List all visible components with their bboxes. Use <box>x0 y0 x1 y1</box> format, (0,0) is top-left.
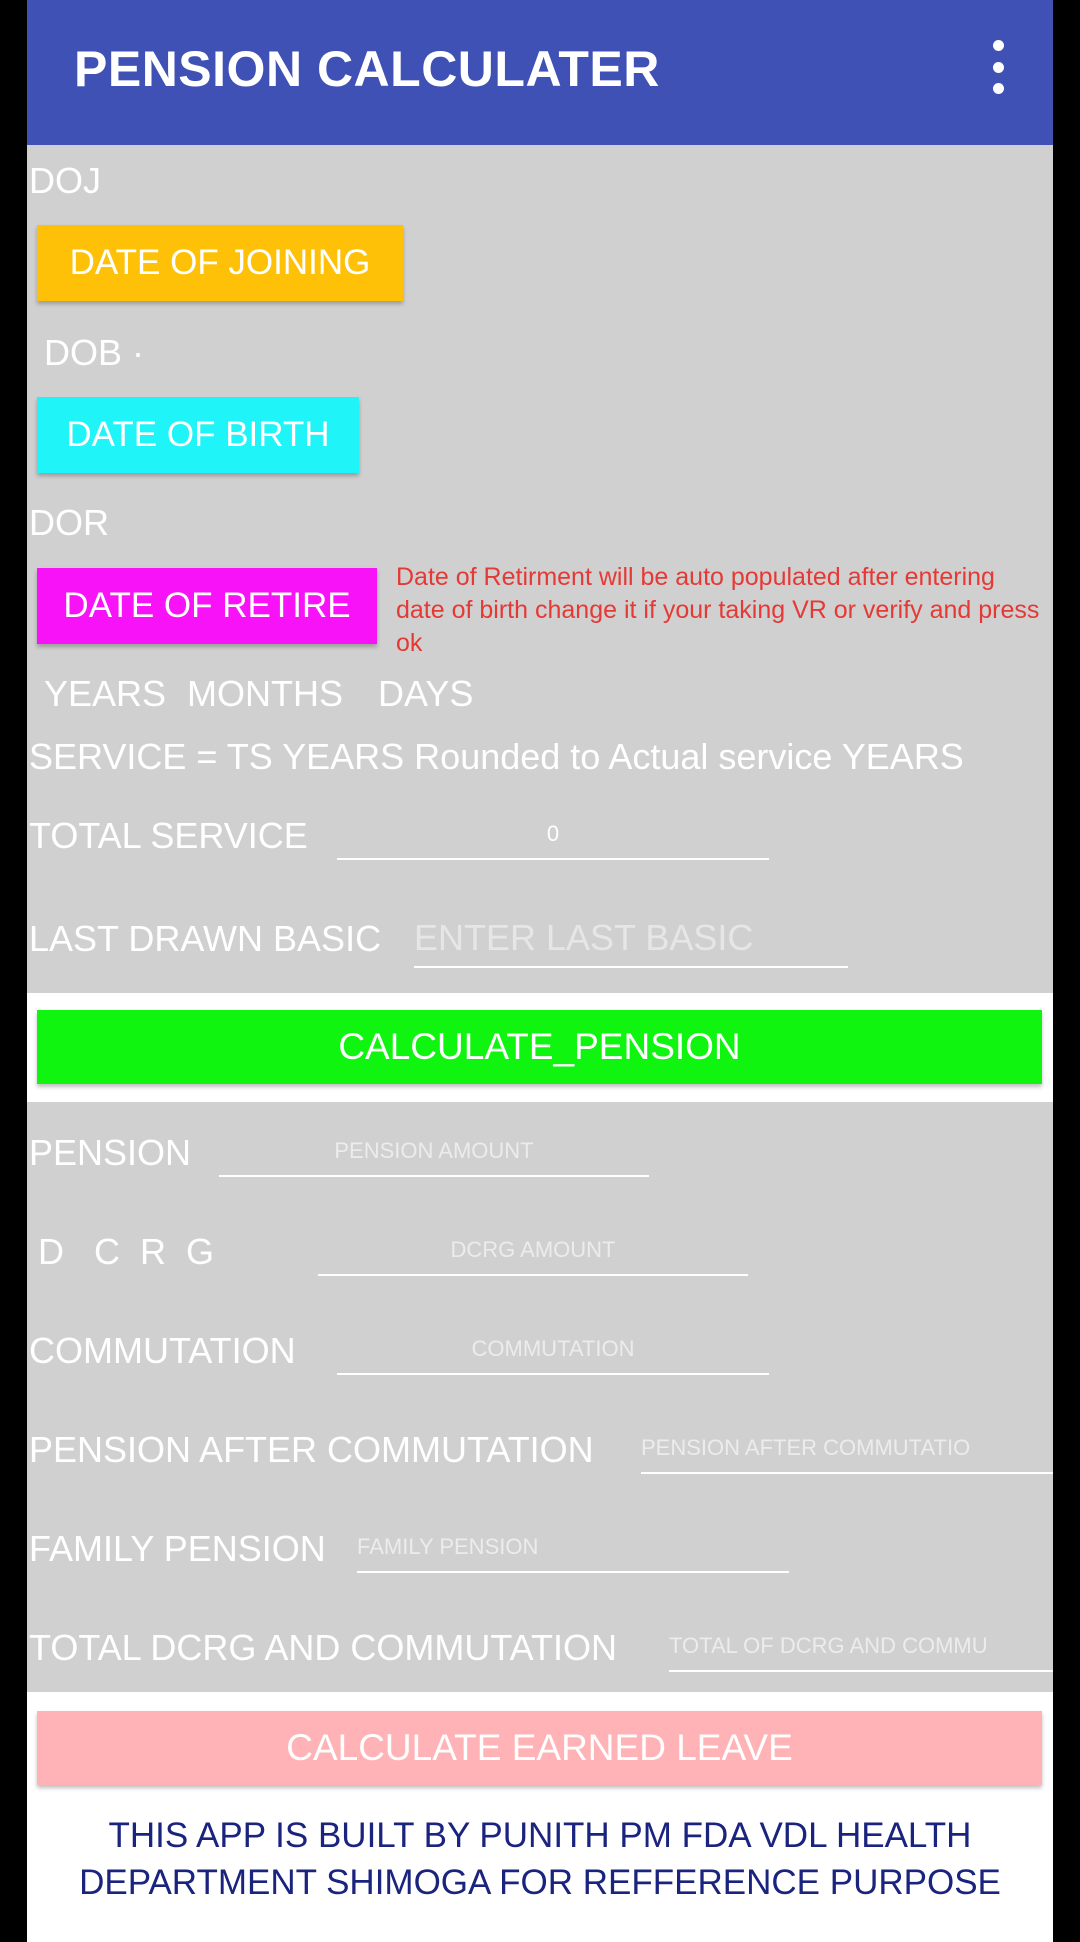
dor-label: DOR <box>29 502 109 543</box>
commutation-label: COMMUTATION <box>29 1330 296 1371</box>
last-basic-input[interactable] <box>414 910 848 968</box>
doj-label: DOJ <box>29 160 101 201</box>
footer-line-1: THIS APP IS BUILT BY PUNITH PM FDA VDL HEALTH <box>108 1816 972 1855</box>
pension-after-commutation-label: PENSION AFTER COMMUTATION <box>29 1429 594 1470</box>
footer-line-2: DEPARTMENT SHIMOGA FOR REFFERENCE PURPOSE <box>79 1863 1001 1902</box>
calculate-pension-button[interactable]: CALCULATE_PENSION <box>37 1010 1042 1084</box>
app-bar <box>27 0 1053 145</box>
more-vert-icon[interactable] <box>983 40 1013 94</box>
service-formula: SERVICE = TS YEARS Rounded to Actual service YEARS <box>29 736 964 777</box>
total-service-label: TOTAL SERVICE <box>29 815 308 856</box>
pension-after-commutation-field[interactable] <box>641 1424 1053 1474</box>
pension-amount-field[interactable] <box>219 1127 649 1177</box>
dcrg-amount-field[interactable] <box>318 1226 748 1276</box>
commutation-field[interactable] <box>337 1325 769 1375</box>
total-dcrg-commutation-field[interactable] <box>669 1622 1053 1672</box>
days-label: DAYS <box>378 673 474 714</box>
pension-label: PENSION <box>29 1132 192 1173</box>
years-label: YEARS <box>44 673 167 714</box>
phone-screen <box>27 0 1053 1942</box>
last-drawn-basic-label: LAST DRAWN BASIC <box>29 918 382 959</box>
calculate-earned-leave-button[interactable]: CALCULATE EARNED LEAVE <box>37 1711 1042 1785</box>
footer-credits <box>27 1812 1053 1906</box>
date-of-retire-button[interactable]: DATE OF RETIRE <box>37 568 377 644</box>
family-pension-field[interactable] <box>357 1523 789 1573</box>
date-of-joining-button[interactable]: DATE OF JOINING <box>37 225 403 301</box>
dob-label: DOB · <box>44 332 145 373</box>
results-section <box>27 1102 1053 1692</box>
app-title: PENSION CALCULATER <box>74 41 660 97</box>
total-dcrg-commutation-label: TOTAL DCRG AND COMMUTATION <box>29 1627 618 1668</box>
date-of-birth-button[interactable]: DATE OF BIRTH <box>37 397 359 473</box>
months-label: MONTHS <box>187 673 343 714</box>
retirement-note: Date of Retirment will be auto populated after entering date of birth change it if your taking VR or verify and press ok <box>396 563 1040 657</box>
dcrg-label: D C R G <box>38 1231 215 1272</box>
total-service-field[interactable] <box>337 810 769 860</box>
family-pension-label: FAMILY PENSION <box>29 1528 326 1569</box>
